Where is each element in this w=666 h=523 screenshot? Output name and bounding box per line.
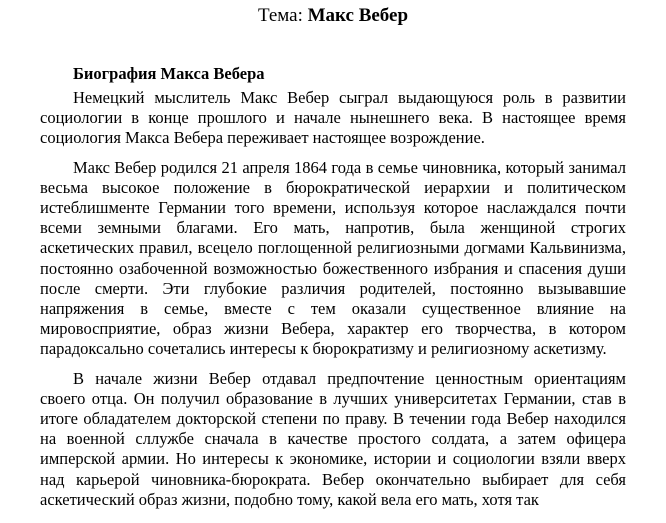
page-title — [0, 4, 666, 28]
title-label: Тема: — [257, 5, 303, 26]
paragraph-1: Немецкий мыслитель Макс Вебер сыграл выдающуюся роль в развитии социологии в конце прошлого и начале нынешнего века. В настоящее время социология Макса Вебера переживает настоящее возрождение. — [40, 88, 626, 148]
paragraph-3: В начале жизни Вебер отдавал предпочтение ценностным ориентациям своего отца. Он получил образование в лучших университетах Германии, став в итоге обладателем докторской степени по праву. В течении года Вебер находился на военной сллужбе сначала в качестве простого солдата, а затем офицера имперской армии. Но интересы к экономике, истории и социологии взяли вверх над карьерой чиновника-бюрократа. Вебер окончательно выбирает для себя аскетический образ жизни, подобно тому, какой вела его мать, хотя так — [40, 368, 626, 509]
body-text — [40, 88, 626, 519]
section-heading: Биография Макса Вебера — [73, 64, 265, 83]
paragraph-2: Макс Вебер родился 21 апреля 1864 года в семье чиновника, который занимал весьма высокое положение в бюрократической иерархии и политическом истеблишменте Германии того времени, используя которое наслаждался почти всеми земными благами. Его мать, напротив, была женщиной строгих аскетических правил, всецело поглощенной религиозными догмами Кальвинизма, постоянно озабоченной возможностью божественного избрания и спасения души после смерти. Эти глубокие различия родителей, постоянно вызывавшие напряжения в семье, вместе с тем оказали существенное влияние на мировосприятие, образ жизни Вебера, характер его творчества, в котором парадоксально сочетались интересы к бюрократизму и религиозному аскетизму. — [40, 157, 626, 359]
title-name: Макс Вебер — [307, 5, 409, 26]
